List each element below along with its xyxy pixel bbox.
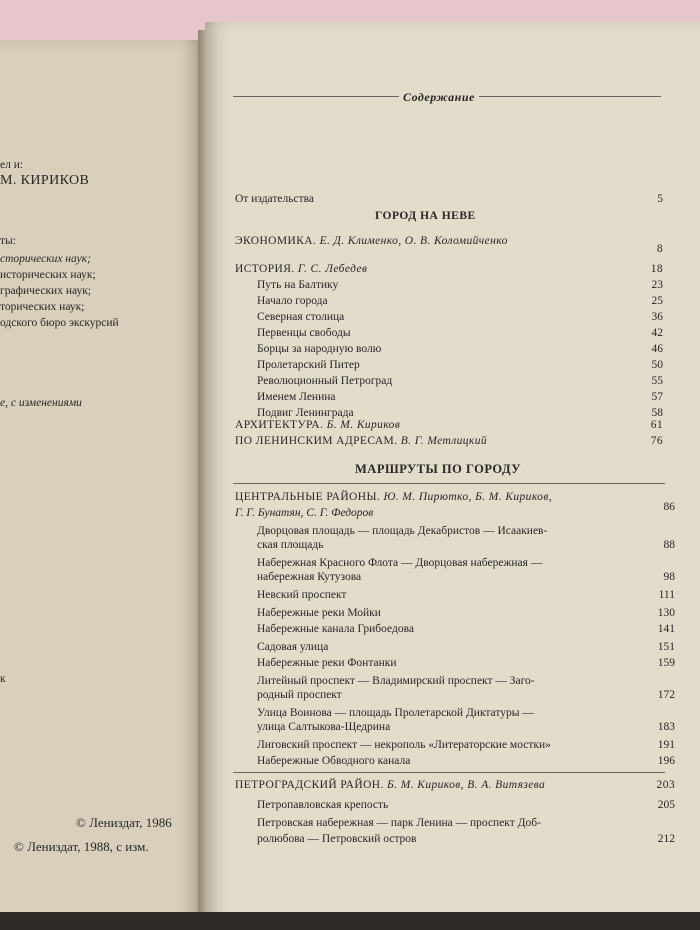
entry-title: Набережные канала Грибоедова [257,623,414,635]
entry-title: ЭКОНОМИКА. [235,235,317,247]
entry-authors: Ю. М. Пирютко, Б. М. Кириков, [383,491,552,503]
toc-entry [257,342,663,356]
toc-entry [257,556,663,570]
entry-title: Набережная Красного Флота — Дворцовая набережная — [257,557,543,569]
page-number: 203 [656,779,675,791]
toc-entry [257,606,675,620]
entry-title-cont: улица Салтыкова-Щедрина [257,721,391,733]
toc-entry [257,294,663,308]
entry-title: Начало города [257,295,328,307]
entry-authors: Б. М. Кириков, В. А. Витязева [387,779,546,791]
toc-entry [257,832,675,846]
page-number: 25 [651,295,663,307]
toc-entry [257,310,663,324]
entry-title: Набережные Обводного канала [257,755,411,767]
entry-title-cont: ролюбова — Петровский остров [257,833,417,845]
entry-authors: Е. Д. Клименко, О. В. Коломийченко [319,235,508,247]
toc-entry [257,674,663,688]
page-number: 98 [663,571,675,583]
entry-title: Подвиг Ленинграда [257,407,354,419]
section-heading: ГОРОД НА НЕВЕ [375,210,476,222]
toc-entry [257,656,675,670]
entry-title: Борцы за народную волю [257,343,382,355]
entry-title: Первенцы свободы [257,327,351,339]
entry-authors: Б. М. Кириков [326,419,401,431]
left-line: к [0,673,6,685]
toc-entry [257,720,675,734]
entry-title: Садовая улица [257,641,329,653]
page-number: 196 [657,755,675,767]
entry-title: Революционный Петроград [257,375,393,387]
toc-entry [257,374,663,388]
page-number: 8 [656,243,663,255]
page-number: 183 [657,721,675,733]
page-number: 55 [651,375,663,387]
toc-entry [235,778,675,792]
page-number: 205 [657,799,675,811]
toc-entry [235,418,663,432]
entry-title-cont: набережная Кутузова [257,571,362,583]
page-number: 42 [651,327,663,339]
left-line: исторических наук; [0,269,96,281]
toc-entry [257,390,663,404]
entry-title: Невский проспект [257,589,347,601]
toc-entry [257,570,675,584]
left-line: графических наук; [0,285,92,297]
entry-title: Литейный проспект — Владимирский проспект — Заго- [257,675,535,687]
section-rule [233,772,665,773]
entry-title: ПО ЛЕНИНСКИМ АДРЕСАМ. [235,435,398,447]
copyright-1986: © Лениздат, 1986 [76,815,172,830]
entry-title: Набережные реки Фонтанки [257,657,397,669]
entry-authors: В. Г. Метлицкий [400,435,488,447]
page-number: 23 [651,279,663,291]
entry-title: ИСТОРИЯ. [235,263,295,275]
left-line: е, с изменениями [0,397,82,409]
page-number: 5 [657,193,663,205]
entry-title: Путь на Балтику [257,279,339,291]
entry-title: Именем Ленина [257,391,336,403]
left-line: М. КИРИКОВ [0,173,90,188]
toc-entry [235,192,663,206]
page-number: 36 [651,311,663,323]
section-rule [233,483,665,484]
copyright-1988: © Лениздат, 1988, с изм. [14,839,149,854]
page-number: 18 [650,263,663,275]
page-number: 58 [651,407,663,419]
toc-entry [257,588,675,602]
table-edge [0,912,700,930]
entry-title: Пролетарский Питер [257,359,360,371]
left-line: ел и: [0,159,24,171]
entry-title: ЦЕНТРАЛЬНЫЕ РАЙОНЫ. [235,491,381,503]
page-number: 191 [657,739,675,751]
page-number: 172 [657,689,675,701]
entry-title: Лиговский проспект — некрополь «Литераторские мостки» [257,739,551,751]
entry-authors: Г. С. Лебедев [297,263,368,275]
entry-title: АРХИТЕКТУРА. [235,419,324,431]
page-number: 151 [657,641,675,653]
section-heading: МАРШРУТЫ ПО ГОРОДУ [355,462,521,476]
toc-entry [235,262,663,276]
left-line: одского бюро экскурсий [0,317,119,329]
toc-entry [257,358,663,372]
page-title: Содержание [399,90,479,104]
left-line: сторических наук; [0,253,91,265]
left-line: торических наук; [0,301,85,313]
page-number: 61 [650,419,663,431]
toc-entry [257,524,663,538]
left-page [0,40,205,930]
page-number: 76 [650,435,663,447]
toc-entry [257,688,675,702]
toc-entry [235,234,663,255]
page-number: 159 [657,657,675,669]
toc-entry [257,640,675,654]
toc-entry [257,326,663,340]
entry-title: ПЕТРОГРАДСКИЙ РАЙОН. [235,779,384,791]
toc-entry [257,798,675,812]
page-number: 46 [651,343,663,355]
entry-title: Петровская набережная — парк Ленина — проспект Доб- [257,817,541,829]
toc-entry [235,434,663,448]
toc-entry-cont [235,506,663,520]
entry-title: Улица Воинова — площадь Пролетарской Диктатуры — [257,707,534,719]
entry-title: Дворцовая площадь — площадь Декабристов — Исаакиев- [257,525,548,537]
page-number: 111 [658,589,675,601]
page-number: 141 [657,623,675,635]
entry-title-cont: ская площадь [257,539,324,551]
page-number: 50 [651,359,663,371]
page-number: 130 [657,607,675,619]
page-number: 88 [663,539,675,551]
entry-title: От издательства [235,193,314,205]
contents-page [205,22,700,930]
toc-entry [257,738,675,752]
page-number: 212 [657,833,675,845]
entry-title: Набережные реки Мойки [257,607,381,619]
page-number: 57 [651,391,663,403]
toc-entry [235,490,663,504]
entry-title: Петропавловская крепость [257,799,389,811]
left-line: ты: [0,235,16,247]
page-number: 86 [663,501,675,513]
toc-entry [257,706,663,720]
toc-entry [257,538,675,552]
entry-authors: Г. Г. Бунатян, С. Г. Федоров [235,507,374,519]
toc-entry [257,754,675,768]
toc-entry [257,816,663,830]
entry-title: Северная столица [257,311,345,323]
entry-title-cont: родный проспект [257,689,342,701]
toc-entry [257,278,663,292]
toc-entry [257,622,675,636]
